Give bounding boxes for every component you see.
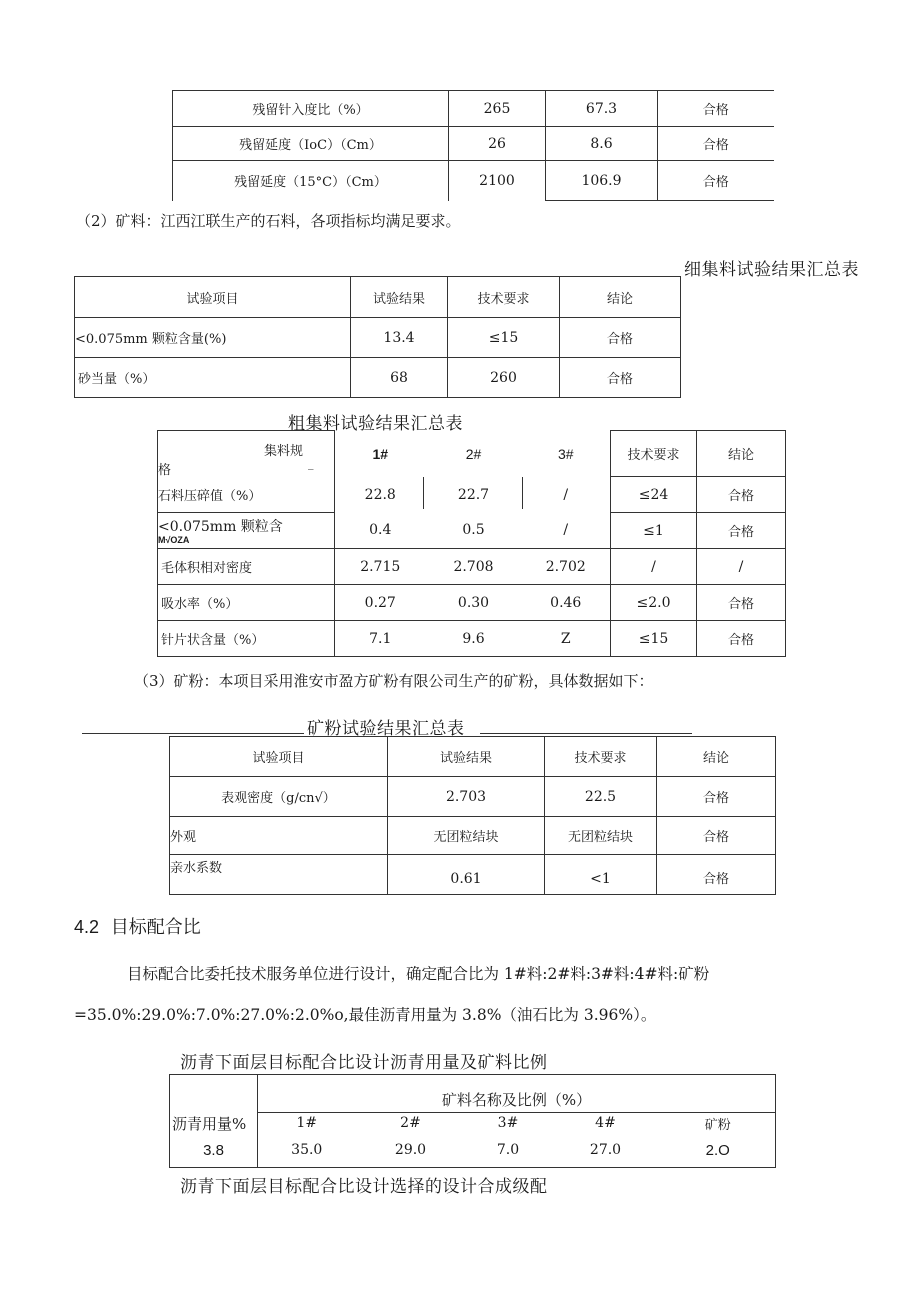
section-number: 4.2 — [74, 917, 100, 937]
row-item: 残留针入度比（%） — [173, 91, 449, 127]
row-result: 13.4 — [351, 318, 448, 358]
header-blank — [170, 1075, 258, 1113]
header-col-3: 3# — [497, 1115, 519, 1132]
row-requirement: 106.9 — [546, 161, 658, 201]
row-c2: 2.708 — [426, 549, 522, 585]
row-result: 2.703 — [388, 777, 545, 817]
value-col-1: 35.0 — [258, 1134, 356, 1168]
table-row — [170, 855, 776, 895]
row-requirement: ≤24 — [611, 477, 697, 513]
row-item: 毛体积相对密度 — [158, 549, 335, 585]
row-c1: 0.27 — [335, 585, 426, 621]
trailing-caption: 沥青下面层目标配合比设计选择的设计合成级配 — [180, 1177, 548, 1197]
table-header-row — [170, 737, 776, 777]
header-3: 3# — [522, 431, 611, 477]
row-conclusion: 合格 — [658, 161, 774, 201]
section-heading — [74, 913, 201, 939]
row-c3: / — [522, 513, 611, 549]
table-row — [75, 358, 681, 398]
header-col-2: 2# — [400, 1115, 421, 1132]
divider — [480, 733, 692, 734]
row-conclusion: 合格 — [697, 513, 786, 549]
row-requirement: ≤15 — [611, 621, 697, 657]
row-conclusion: 合格 — [658, 127, 774, 161]
table-row — [158, 585, 786, 621]
mix-ratio-title: 沥青下面层目标配合比设计沥青用量及矿料比例 — [180, 1053, 548, 1073]
header-spec-mark: _ — [308, 457, 314, 470]
row-item-suffix: M√OZA — [158, 535, 190, 545]
row-c2: 22.7 — [457, 486, 490, 503]
header-requirement: 技术要求 — [611, 431, 697, 477]
header-spec-cell — [158, 431, 335, 477]
row-requirement: 8.6 — [546, 127, 658, 161]
row-conclusion: 合格 — [657, 817, 776, 855]
divider — [423, 477, 424, 509]
coarse-aggregate-title: 粗集料试验结果汇总表 — [288, 414, 463, 434]
row-result: 265 — [449, 91, 546, 127]
row-c2: 0.5 — [462, 522, 485, 539]
coarse-aggregate-table — [157, 430, 786, 657]
divider — [522, 477, 523, 509]
table-row — [158, 621, 786, 657]
row-requirement: 22.5 — [545, 777, 657, 817]
row-item: <0.075mm 颗粒含量(%) — [75, 318, 351, 358]
row-item: 表观密度（g/cn√） — [170, 777, 388, 817]
row-item: 砂当量（%） — [75, 358, 351, 398]
table-row — [158, 549, 786, 585]
header-requirement: 技术要求 — [545, 737, 657, 777]
row-conclusion: 合格 — [697, 477, 786, 513]
row-item-cell — [158, 513, 335, 549]
row-requirement: / — [611, 549, 697, 585]
row-requirement: 无团粒结块 — [545, 817, 657, 855]
row-c1: 0.4 — [369, 522, 392, 539]
row-conclusion: 合格 — [657, 855, 776, 895]
row-c2: 0.30 — [426, 585, 522, 621]
row-item: 吸水率（%） — [158, 585, 335, 621]
row-conclusion: / — [697, 549, 786, 585]
value-col-5: 2.O — [661, 1134, 776, 1168]
header-conclusion: 结论 — [697, 431, 786, 477]
fine-aggregate-table — [74, 276, 681, 398]
mix-ratio-table — [169, 1074, 776, 1168]
paragraph-mix-1: 目标配合比委托技术服务单位进行设计，确定配合比为 1#料:2#料:3#料:4#料:矿粉 — [127, 965, 710, 983]
row-c3: 2.702 — [522, 549, 611, 585]
row-conclusion: 合格 — [560, 358, 681, 398]
header-result: 试验结果 — [388, 737, 545, 777]
header-col-4: 4# — [595, 1115, 616, 1132]
section-title: 目标配合比 — [110, 917, 201, 938]
row-result: 2100 — [449, 161, 546, 201]
table-row — [170, 777, 776, 817]
table-header-row — [170, 1075, 776, 1113]
row-requirement: ≤2.0 — [611, 585, 697, 621]
row-conclusion: 合格 — [657, 777, 776, 817]
paragraph-mineral: （2）矿料：江西江联生产的石料，各项指标均满足要求。 — [76, 212, 461, 230]
mineral-powder-title: 矿粉试验结果汇总表 — [307, 719, 465, 739]
row-requirement: 260 — [448, 358, 560, 398]
row-requirement: <1 — [545, 855, 657, 895]
table-row — [170, 817, 776, 855]
table-row — [75, 318, 681, 358]
table-row — [173, 161, 774, 201]
row-conclusion: 合格 — [658, 91, 774, 127]
row-c3: Z — [522, 621, 611, 657]
header-conclusion: 结论 — [657, 737, 776, 777]
row-item: 亲水系数 — [170, 855, 388, 895]
left-header: 沥青用量% — [170, 1113, 258, 1134]
row-result: 无团粒结块 — [388, 817, 545, 855]
row-item: 外观 — [170, 817, 388, 855]
table-row — [158, 513, 786, 549]
table-row — [158, 477, 786, 513]
row-item: 针片状含量（%） — [158, 621, 335, 657]
row-item: 残留延度（IoC）（Cm） — [173, 127, 449, 161]
row-c1: 22.8 — [364, 486, 396, 503]
row-result: 0.61 — [388, 855, 545, 895]
divider — [257, 1074, 258, 1111]
header-requirement: 技术要求 — [448, 277, 560, 318]
row-conclusion: 合格 — [560, 318, 681, 358]
row-c3: 0.46 — [522, 585, 611, 621]
header-item: 试验项目 — [170, 737, 388, 777]
table-header-row — [75, 277, 681, 318]
group-header: 矿料名称及比例（%） — [258, 1075, 776, 1113]
fine-aggregate-title: 细集料试验结果汇总表 — [684, 260, 859, 280]
mineral-powder-table — [169, 736, 776, 895]
row-result: 26 — [449, 127, 546, 161]
header-2: 2# — [465, 445, 482, 462]
asphalt-value: 3.8 — [170, 1134, 258, 1168]
value-col-4: 27.0 — [551, 1134, 661, 1168]
row-result: 68 — [351, 358, 448, 398]
row-c1: 2.715 — [335, 549, 426, 585]
value-col-2: 29.0 — [356, 1134, 466, 1168]
row-item: 石料压碎值（%） — [158, 477, 335, 513]
value-col-3: 7.0 — [466, 1134, 551, 1168]
header-spec-2: 格 — [158, 463, 172, 477]
header-col-1: 1# — [296, 1115, 318, 1132]
header-col-5: 矿粉 — [661, 1113, 776, 1134]
row-c1: 7.1 — [335, 621, 426, 657]
header-spec-1: 集料规 — [264, 444, 304, 459]
row-conclusion: 合格 — [697, 621, 786, 657]
header-1: 1# — [372, 445, 389, 462]
row-item: <0.075mm 颗粒含 — [158, 519, 283, 535]
table-header-row — [158, 431, 786, 477]
header-result: 试验结果 — [351, 277, 448, 318]
paragraph-powder: （3）矿粉：本项目采用淮安市盈方矿粉有限公司生产的矿粉，具体数据如下： — [134, 672, 654, 690]
table-row — [170, 1134, 776, 1168]
paragraph-mix-2: =35.0%:29.0%:7.0%:27.0%:2.0%o,最佳沥青用量为 3.8%（油石比为 3.96%）。 — [74, 1006, 657, 1024]
row-requirement: ≤15 — [448, 318, 560, 358]
table-row — [173, 91, 774, 127]
header-conclusion: 结论 — [560, 277, 681, 318]
row-c3: / — [522, 477, 611, 513]
asphalt-residue-table — [172, 90, 774, 201]
row-item: 残留延度（15°C）（Cm） — [173, 161, 449, 201]
divider — [82, 733, 304, 734]
row-conclusion: 合格 — [697, 585, 786, 621]
row-requirement: ≤1 — [611, 513, 697, 549]
row-c2: 9.6 — [426, 621, 522, 657]
row-requirement: 67.3 — [546, 91, 658, 127]
table-header-row — [170, 1113, 776, 1134]
table-row — [173, 127, 774, 161]
header-item: 试验项目 — [75, 277, 351, 318]
